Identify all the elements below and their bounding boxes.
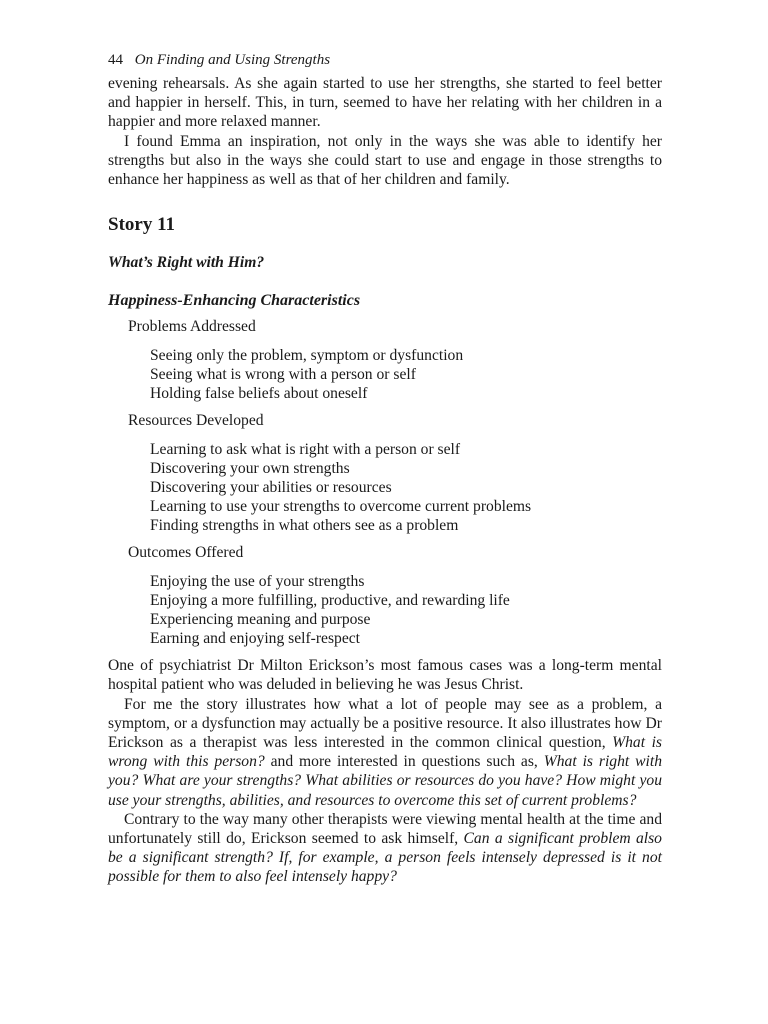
resources-developed-list bbox=[150, 440, 662, 535]
resources-developed-section bbox=[108, 411, 662, 535]
outcomes-offered-list bbox=[150, 572, 662, 648]
list-item: Learning to use your strengths to overcome current problems bbox=[150, 498, 532, 516]
list-item: Seeing what is wrong with a person or self bbox=[150, 366, 416, 384]
body-paragraph-3 bbox=[108, 810, 662, 887]
list-item: Learning to ask what is right with a person or self bbox=[150, 441, 461, 459]
list-item: Discovering your abilities or resources bbox=[150, 479, 392, 497]
story-heading: Story 11 bbox=[108, 214, 176, 236]
list-item: Earning and enjoying self-respect bbox=[150, 630, 361, 648]
book-page bbox=[108, 50, 662, 887]
text-run: and more interested in questions such as, bbox=[264, 753, 544, 771]
list-item: Discovering your own strengths bbox=[150, 460, 350, 478]
list-item: Seeing only the problem, symptom or dysfunction bbox=[150, 347, 464, 365]
list-item: Enjoying the use of your strengths bbox=[150, 573, 365, 591]
list-item: Finding strengths in what others see as a problem bbox=[150, 517, 459, 535]
section-title: Resources Developed bbox=[128, 412, 264, 430]
page-number: 44 bbox=[108, 52, 123, 68]
italic-question: Can a significant problem also be a significant strength? If, for example, a person feels intensely depressed is it not possible for them to also feel intensely happy? bbox=[108, 830, 662, 886]
italic-questions: What is right with you? What are your strengths? What abilities or resources do you have? How might you use your strengths, abilities, and resources to overcome this set of current problems? bbox=[108, 753, 663, 809]
problems-addressed-list bbox=[150, 346, 662, 403]
list-item: Enjoying a more fulfilling, productive, and rewarding life bbox=[150, 592, 510, 610]
opening-paragraph-2: I found Emma an inspiration, not only in the ways she was able to identify her strengths but also in the ways she could start to use and engage in those strengths to enhance her happiness as well as that of her children and family. bbox=[108, 132, 662, 189]
running-head bbox=[108, 50, 662, 70]
characteristics-heading: Happiness-Enhancing Characteristics bbox=[108, 292, 361, 310]
list-item: Holding false beliefs about oneself bbox=[150, 385, 368, 403]
story-body bbox=[108, 656, 662, 886]
running-head-title: On Finding and Using Strengths bbox=[134, 52, 331, 68]
section-title: Outcomes Offered bbox=[128, 544, 244, 562]
story-subtitle: What’s Right with Him? bbox=[108, 254, 265, 272]
list-item: Experiencing meaning and purpose bbox=[150, 611, 371, 629]
text-run: Contrary to the way many other therapists were viewing mental health at the time and unfortunately still do, Erickson seemed to ask himself, bbox=[108, 810, 662, 848]
body-paragraph-2 bbox=[108, 695, 662, 810]
section-title: Problems Addressed bbox=[128, 318, 256, 336]
opening-paragraph-1: evening rehearsals. As she again started to use her strengths, she started to feel better and happier in herself. This, in turn, seemed to have her relating with her children in a happier and more relaxed manner. bbox=[108, 75, 662, 131]
outcomes-offered-section bbox=[108, 543, 662, 648]
text-run: For me the story illustrates how what a lot of people may see as a problem, a symptom, or a dysfunction may actually be a positive resource. It also illustrates how Dr Erickson as a therapist was less interested in the common clinical question, bbox=[108, 695, 662, 752]
italic-question: What is wrong with this person? bbox=[108, 734, 662, 771]
problems-addressed-section bbox=[108, 317, 662, 403]
body-paragraph-1: One of psychiatrist Dr Milton Erickson’s most famous cases was a long-term mental hospital patient who was deluded in believing he was Jesus Christ. bbox=[108, 657, 662, 694]
